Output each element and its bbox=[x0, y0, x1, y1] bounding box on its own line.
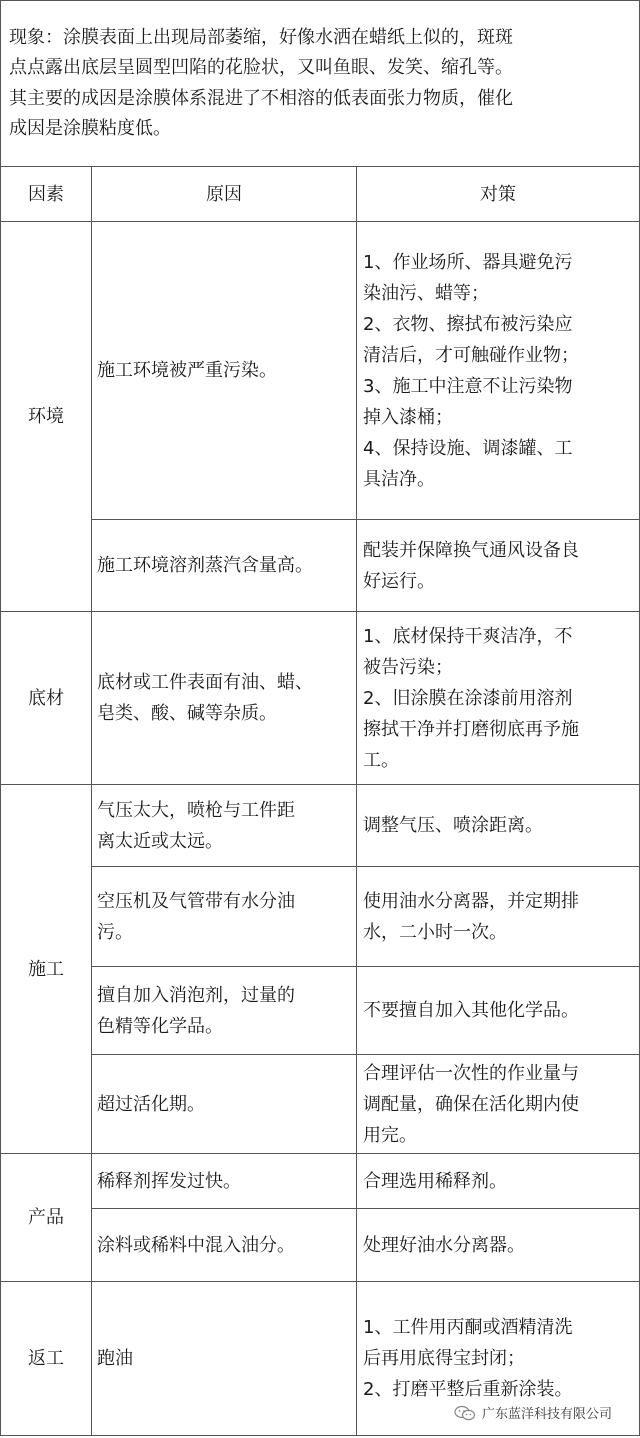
cell-line: 4、保持设施、调漆罐、工 bbox=[363, 437, 573, 459]
cell-line: 3、施工中注意不让污染物 bbox=[363, 375, 573, 397]
cell-line: 染油污、蜡等； bbox=[363, 282, 489, 304]
factor-cell: 环境 bbox=[1, 222, 92, 612]
cell-line: 跑油 bbox=[97, 1348, 133, 1369]
header-factor: 因素 bbox=[1, 167, 92, 222]
cell-line: 涂料或稀料中混入油分。 bbox=[97, 1234, 295, 1256]
cell-line: 擅自加入消泡剂，过量的 bbox=[97, 984, 295, 1006]
cause-cell bbox=[92, 785, 357, 867]
intro-row bbox=[1, 1, 640, 167]
cell-line: 2、衣物、擦拭布被污染应 bbox=[363, 313, 573, 335]
intro-line: 其主要的成因是涂膜体系混进了不相溶的低表面张力物质，催化 bbox=[9, 87, 513, 109]
cell-line: 被告污染； bbox=[363, 656, 453, 678]
cell-line: 不要擅自加入其他化学品。 bbox=[363, 1000, 579, 1021]
cell-line: 合理选用稀释剂。 bbox=[363, 1170, 507, 1192]
cell-line: 配装并保障换气通风设备良 bbox=[363, 539, 579, 561]
table-row bbox=[1, 1154, 640, 1209]
cell-line: 水，二小时一次。 bbox=[363, 921, 507, 943]
header-cause: 原因 bbox=[92, 167, 357, 222]
cell-line: 施工环境被严重污染。 bbox=[97, 360, 277, 381]
cause-cell bbox=[92, 867, 357, 967]
header-row bbox=[1, 167, 640, 222]
table-row bbox=[1, 612, 640, 785]
factor-cell: 施工 bbox=[1, 785, 92, 1154]
countermeasure-cell bbox=[357, 1209, 640, 1282]
watermark-text: 广东蓝洋科技有限公司 bbox=[481, 1407, 612, 1422]
factor-cell: 底材 bbox=[1, 612, 92, 785]
cell-line: 气压太大，喷枪与工件距 bbox=[97, 799, 295, 821]
intro-line: 点点露出底层呈圆型凹陷的花脸状，又叫鱼眼、发笑、缩孔等。 bbox=[9, 57, 513, 78]
cell-line: 1、底材保持干爽洁净，不 bbox=[363, 625, 573, 647]
cell-line: 1、作业场所、器具避免污 bbox=[363, 251, 573, 273]
cause-cell bbox=[92, 967, 357, 1055]
countermeasure-cell bbox=[357, 222, 640, 520]
cell-line: 调整气压、喷涂距离。 bbox=[363, 815, 543, 836]
cell-line: 清洁后，才可触碰作业物； bbox=[363, 344, 579, 366]
intro-line: 成因是涂膜粘度低。 bbox=[9, 118, 171, 139]
cell-line: 2、打磨平整后重新涂装。 bbox=[363, 1379, 573, 1400]
table-row bbox=[1, 867, 640, 967]
cell-line: 1、工件用丙酮或酒精清洗 bbox=[363, 1317, 573, 1338]
cell-line: 掉入漆桶； bbox=[363, 406, 453, 428]
cell-line: 工。 bbox=[363, 749, 399, 771]
countermeasure-cell bbox=[357, 967, 640, 1055]
cell-line: 离太近或太远。 bbox=[97, 830, 223, 852]
intro-line: 现象：涂膜表面上出现局部萎缩，好像水洒在蜡纸上似的，斑斑 bbox=[9, 26, 513, 48]
cell-line: 超过活化期。 bbox=[97, 1093, 205, 1115]
cause-cell bbox=[92, 1154, 357, 1209]
cell-line: 使用油水分离器，并定期排 bbox=[363, 890, 579, 912]
table-row bbox=[1, 222, 640, 520]
cell-line: 处理好油水分离器。 bbox=[363, 1234, 525, 1256]
cause-cell bbox=[92, 520, 357, 612]
countermeasure-cell bbox=[357, 867, 640, 967]
cell-line: 调配量，确保在活化期内使 bbox=[363, 1093, 579, 1115]
cell-line: 好运行。 bbox=[363, 570, 435, 592]
cell-line: 合理评估一次性的作业量与 bbox=[363, 1062, 579, 1084]
factor-cell: 产品 bbox=[1, 1154, 92, 1282]
cell-line: 后再用底得宝封闭； bbox=[363, 1348, 525, 1369]
cell-line: 皂类、酸、碱等杂质。 bbox=[97, 703, 277, 724]
table-row bbox=[1, 1055, 640, 1154]
cell-line: 污。 bbox=[97, 921, 133, 943]
countermeasure-cell bbox=[357, 612, 640, 785]
countermeasure-cell bbox=[357, 520, 640, 612]
cell-line: 底材或工件表面有油、蜡、 bbox=[97, 672, 313, 693]
countermeasure-cell bbox=[357, 1154, 640, 1209]
factor-cell: 返工 bbox=[1, 1282, 92, 1436]
cause-cell bbox=[92, 612, 357, 785]
cause-cell bbox=[92, 1209, 357, 1282]
cell-line: 空压机及气管带有水分油 bbox=[97, 890, 295, 912]
cause-cell bbox=[92, 1055, 357, 1154]
countermeasure-cell bbox=[357, 785, 640, 867]
cell-line: 色精等化学品。 bbox=[97, 1015, 223, 1037]
header-countermeasure: 对策 bbox=[357, 167, 640, 222]
cell-line: 擦拭干净并打磨彻底再予施 bbox=[363, 718, 579, 740]
intro-text bbox=[1, 1, 640, 167]
cell-line: 用完。 bbox=[363, 1124, 417, 1146]
countermeasure-cell bbox=[357, 1055, 640, 1154]
cell-line: 施工环境溶剂蒸汽含量高。 bbox=[97, 555, 313, 576]
cause-cell bbox=[92, 222, 357, 520]
cell-line: 稀释剂挥发过快。 bbox=[97, 1170, 241, 1192]
table-row bbox=[1, 967, 640, 1055]
cause-cell bbox=[92, 1282, 357, 1436]
table-row bbox=[1, 520, 640, 612]
table-row bbox=[1, 1209, 640, 1282]
watermark bbox=[450, 1401, 616, 1424]
wechat-icon bbox=[454, 1405, 476, 1421]
table-row bbox=[1, 785, 640, 867]
cell-line: 具洁净。 bbox=[363, 468, 435, 490]
cell-line: 2、旧涂膜在涂漆前用溶剂 bbox=[363, 687, 573, 709]
